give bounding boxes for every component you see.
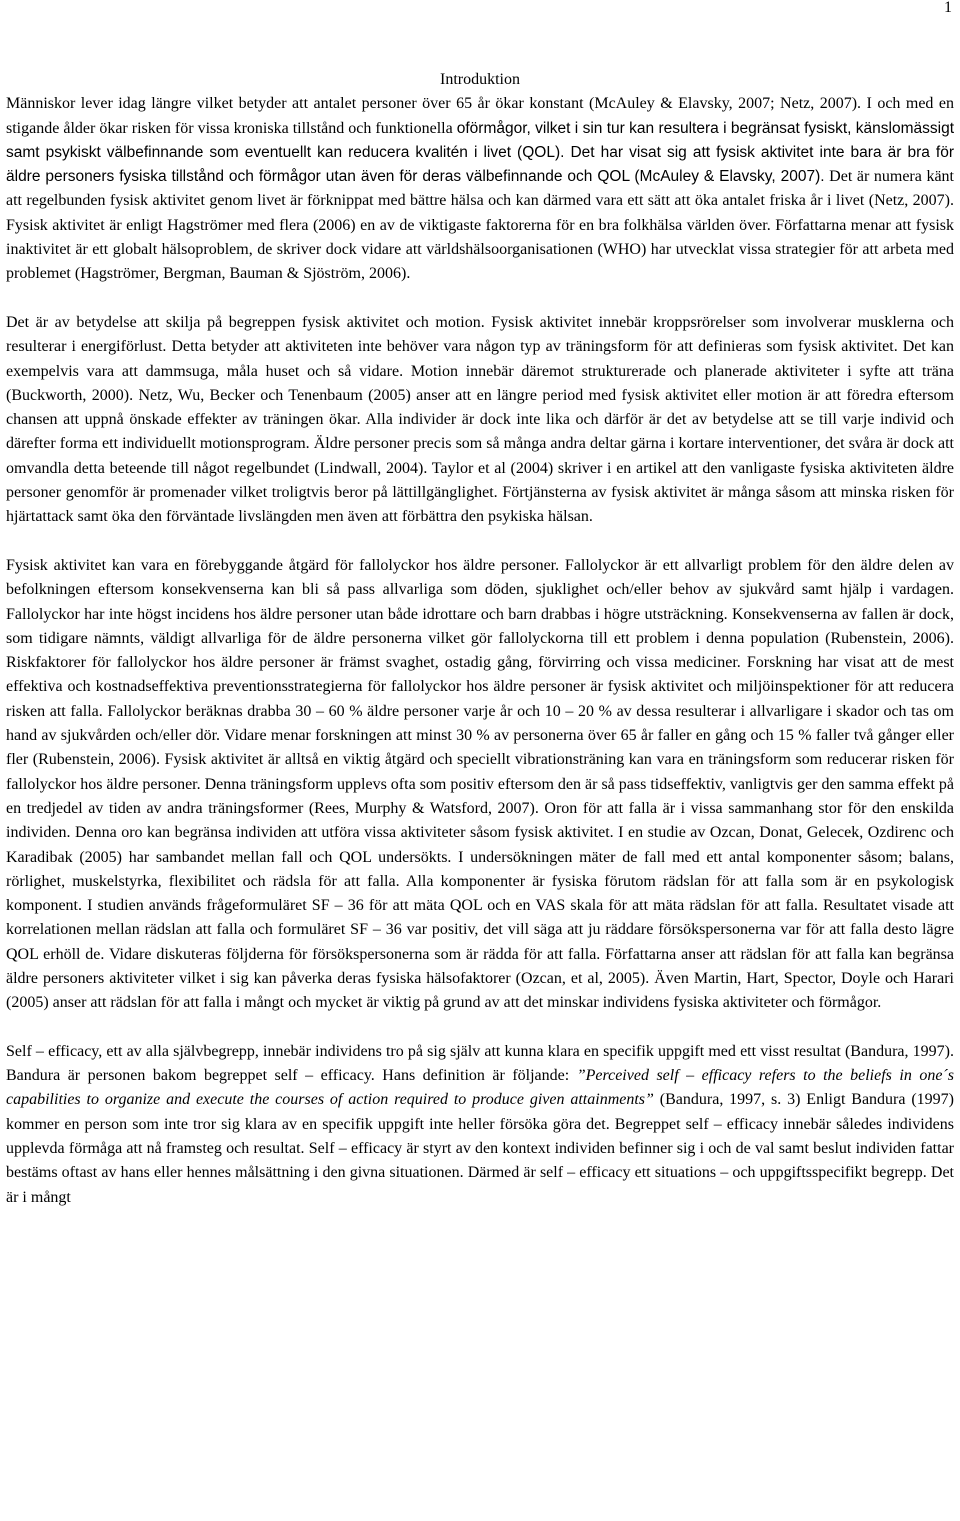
paragraph-activity-vs-exercise: Det är av betydelse att skilja på begreppen fysisk aktivitet och motion. Fysisk aktivitet innebär kroppsrörelser som involverar musklerna och resulterar i energiförlust. Detta betyder att aktiviteten inte behöver vara någon typ av träningsform för att definieras som fysisk aktivitet. Det kan exempelvis vara att dammsuga, måla huset och så vidare. Motion innebär däremot strukturerade och planerade aktiviteter i syfte att träna (Buckworth, 2000). Netz, Wu, Becker och Tenenbaum (2005) anser att en längre period med fysisk aktivitet eller motion är att föredra eftersom chansen att uppnå önskade effekter av träningen ökar. Alla individer är dock inte lika och därför är det av betydelse att se till varje individ och därefter forma ett individuellt motionsprogram. Äldre personer precis som så många andra deltar gärna i kortare interventioner, det svåra är dock att omvandla detta beteende till något regelbundet (Lindwall, 2004). Taylor et al (2004) skriver i en artikel att den vanligaste fysiska aktiviteten äldre personer genomför är promenader vilket troligtvis beror på lättillgänglighet. Förtjänsterna av fysisk aktivitet är många såsom att minska risken för hjärtattack samt öka den förväntade livslängden men även att förbättra den psykiska hälsan. [6, 313, 954, 526]
paragraph-introduction [6, 92, 954, 286]
paragraph-self-efficacy-part-1: Self – efficacy, ett av alla självbegrepp, innebär individens tro på sig själv att kunna klara en specifik uppgift med ett visst resultat (Bandura, 1997). Bandura är personen bakom begreppet self – efficacy. Hans definition är följande: [6, 1042, 954, 1085]
paragraph-self-efficacy-part-2: (Bandura, 1997, s. 3) Enligt Bandura (1997) kommer en person som inte tror sig klara av en specifik uppgift inte heller försöka göra det. Begreppet self – efficacy innebär således individens upplevda förmåga att nå framsteg och resultat. Self – efficacy är styrt av den kontext individen befinner sig i och de val samt beslut individen fattar bestäms oftast av hans eller hennes målsättning i den givna situationen. Därmed är self – efficacy ett situations – och uppgiftsspecifikt begrepp. Det är i mångt [6, 1091, 954, 1206]
paragraph-self-efficacy [6, 1040, 954, 1210]
paragraph-fall-prevention: Fysisk aktivitet kan vara en förebyggande åtgärd för fallolyckor hos äldre personer. Fallolyckor är ett allvarligt problem för den äldre delen av befolkningen eftersom konsekvenserna kan bli så pass allvarliga som döden, sjuklighet och/eller behov av sjukvård samt hjälp i vardagen. Fallolyckor har inte högst incidens hos äldre personer utan både idrottare och barn drabbas i högre utsträckning. Konsekvenserna av fallen är dock, som tidigare nämnts, väldigt allvarliga för de äldre personerna vilket gör fallolyckorna till ett problem i denna population (Rubenstein, 2006). Riskfaktorer för fallolyckor hos äldre personer är främst svaghet, ostadig gång, förvirring och vissa mediciner. Forskning har visat att de mest effektiva och kostnadseffektiva preventionsstrategierna för fallolyckor hos äldre personer är fysisk aktivitet och miljöinspektioner för att reducera risken att falla. Fallolyckor beräknas drabba 30 – 60 % äldre personer varje år och 10 – 20 % av dessa resulterar i allvarligare i skador och tas om hand av sjukvården och/eller dör. Vidare menar forskningen att minst 30 % av personerna över 65 år faller en gång och 15 % faller två gånger eller fler (Rubenstein, 2006). Fysisk aktivitet är alltså en viktig åtgärd och speciellt vibrationsträning kan vara en träningsform som reducerar risken för fallolyckor hos äldre personer. Denna träningsform upplevs ofta som positiv eftersom den är så pass tidseffektiv, vanligtvis ger den samma effekt på en tredjedel av tiden av andra träningsformer (Rees, Murphy & Watsford, 2007). Oron för att falla är i vissa sammanhang stor för den enskilda individen. Denna oro kan begränsa individen att utföra vissa aktiviteter såsom fysisk aktivitet. I en studie av Ozcan, Donat, Gelecek, Ozdirenc och Karadibak (2005) har sambandet mellan fall och QOL undersökts. I undersökningen mäter de fall med ett antal komponenter såsom; balans, rörlighet, muskelstyrka, flexibilitet och rädsla för att falla. Alla komponenter är fysiska förutom rädslan för att falla som är en psykologisk komponent. I studien används frågeformuläret SF – 36 för att mäta QOL och en VAS skala för att mäta rädslan för att falla. Resultatet visade att korrelationen mellan rädslan att falla och formuläret SF – 36 var positiv, det vill säga att ju räddare försökspersonerna var för att falla desto lägre QOL erhöll de. Vidare diskuteras följderna för försökspersonerna som är rädda för att falla. Författarna anser att rädslan för att falla kan begränsa äldre personers aktiviteter vilket i sig kan påverka deras fysiska hälsofaktorer (Ozcan, et al, 2005). Även Martin, Hart, Spector, Doyle och Harari (2005) anser att rädslan för att falla i mångt och mycket är viktig på grund av att det minskar individens fysiska aktiviteter och förmågor. [6, 556, 954, 1012]
paragraph-intro-part-1: Människor lever idag längre vilket betyder att antalet personer över 65 år ökar konstant (McAuley & Elavsky, 2007; Netz, 2007). I och med en stigande ålder ökar risken för vissa kroniska tillstånd och funktionella [6, 95, 954, 137]
paragraph-intro-part-2: oförmågor, vilket i sin tur kan resultera i begränsat fysiskt, känslomässigt samt psykiskt välbefinnande som eventuellt kan reducera kvalitén i livet (QOL). Det har visat sig att fysisk aktivitet inte bara är bra för äldre personers fysiska tillstånd och förmågor utan även för deras välbefinnande och QOL (McAuley & Elavsky, 2007). [6, 119, 954, 186]
section-heading: Introduktion [440, 71, 520, 88]
page-number: 1 [944, 0, 952, 16]
bandura-quote: ”Perceived self – efficacy refers to the beliefs in one´s capabilities to organize and execute the courses of action required to produce given attainments” [6, 1067, 954, 1109]
document-body [6, 68, 954, 1234]
paragraph-intro-part-3: Det är numera känt att regelbunden fysisk aktivitet genom livet är förknippat med bättre hälsa och kan därmed vara ett sätt att öka antalet friska år i livet (Netz, 2007). Fysisk aktivitet är enligt Hagströmer med flera (2006) en av de viktigaste faktorerna för en bra folkhälsa världen över. Författarna menar att fysisk inaktivitet är ett globalt hälsoproblem, de skriver dock vidare att världshälsoorganisationen (WHO) har utvecklat vissa strategier för att arbeta med problemet (Hagströmer, Bergman, Bauman & Sjöström, 2006). [6, 168, 955, 283]
